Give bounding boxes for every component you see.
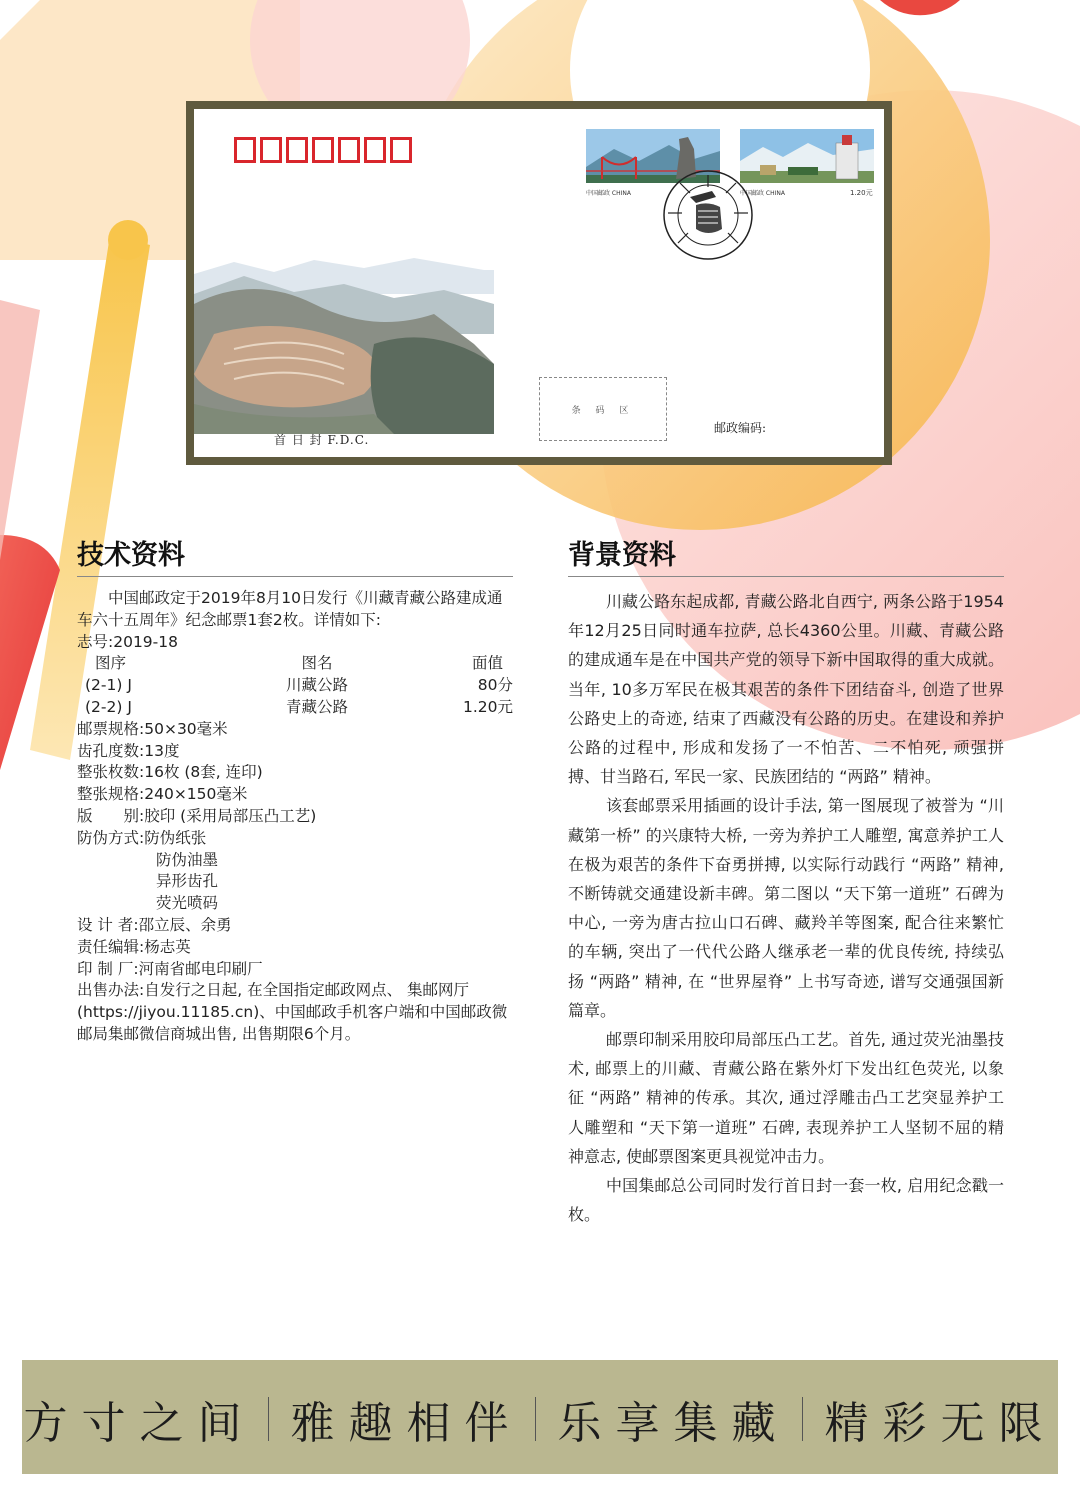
security-method: 异形齿孔 [156, 872, 219, 891]
slogan-divider [802, 1397, 803, 1441]
spec-value: 50×30毫米 [144, 719, 228, 738]
spec-key: 邮票规格: [77, 719, 145, 738]
tech-info-block [77, 588, 513, 1046]
spec-key: 防伪方式: [77, 828, 145, 847]
spec-value: 240×150毫米 [144, 785, 248, 804]
background-paragraph: 该套邮票采用插画的设计手法, 第一图展现了被誉为 “川藏第一桥” 的兴康特大桥, 一旁为养护工人雕塑, 寓意养护工人在极为艰苦的条件下奋勇拼搏, 以实际行动践行 “两路” 精神, 不断铸就交通建设新丰碑。第二图以 “天下第一道班” 石碑为中心, 一旁为唐古拉山口石碑、藏羚羊等图案, 配合往来繁忙的车辆, 突出了一代代公路人继承老一辈的优良传统, 持续弘扬 “两路” 精神, 在 “世界屋脊” 上书写奇迹, 谱写交通强国新篇章。 [568, 796, 1004, 1020]
security-method: 荧光喷码 [156, 894, 219, 913]
background-paragraph: 邮票印制采用胶印局部压凸工艺。首先, 通过荧光油墨技术, 邮票上的川藏、青藏公路在紫外灯下发出红色荧光, 以象征 “两路” 精神的传承。其次, 通过浮雕击凸工艺突显养护工人雕塑和 “天下第一道班” 石碑, 表现养护工人坚韧不屈的精神意志, 使邮票图案更具视觉冲击力。 [568, 1030, 1004, 1166]
header-value: 面值 [471, 654, 503, 673]
spec-value: 胶印 (采用局部压凸工艺) [144, 806, 317, 825]
tech-section-title: 技术资料 [77, 540, 185, 571]
spec-row [77, 762, 513, 784]
mountain-landscape-illustration [194, 254, 494, 434]
row-name: 川藏公路 [285, 676, 348, 695]
credit-key: 印 制 厂: [77, 959, 139, 978]
stamp2-caption: 中国邮政 CHINA [740, 190, 785, 197]
spec-value: 16枚 (8套, 连印) [144, 763, 263, 782]
zip-box [286, 137, 308, 163]
slogan-phrase: 方寸之间 [23, 1398, 256, 1449]
credit-value: 河南省邮电印刷厂 [138, 959, 263, 978]
stamp-road-station [738, 127, 876, 199]
credit-row [77, 915, 513, 937]
tech-title-divider [77, 576, 513, 577]
fdc-label: 首 日 封 F.D.C. [274, 433, 370, 447]
spec-row [77, 806, 513, 828]
stamp2-value: 1.20元 [850, 189, 873, 197]
background-paragraph: 中国集邮总公司同时发行首日封一套一枚, 启用纪念戳一枚。 [568, 1176, 1004, 1225]
table-row [77, 675, 513, 697]
credit-key: 设 计 者: [77, 915, 139, 934]
security-method: 防伪油墨 [156, 850, 219, 869]
credit-row [77, 937, 513, 959]
row-value: 80分 [477, 676, 513, 695]
barcode-area [539, 377, 667, 441]
stamp-table-header [77, 653, 513, 675]
credit-value: 杨志英 [144, 937, 191, 956]
zip-box [312, 137, 334, 163]
credit-value: 邵立辰、余勇 [138, 915, 232, 934]
slogan [22, 1364, 1058, 1474]
barcode-label: 条 码 区 [571, 405, 635, 416]
header-name: 图名 [301, 654, 333, 673]
spec-row [77, 784, 513, 806]
spec-value: 防伪纸张 [144, 828, 207, 847]
table-row [77, 697, 513, 719]
envelope-face [194, 109, 884, 457]
slogan-divider [535, 1397, 536, 1441]
zip-box [260, 137, 282, 163]
zip-box [390, 137, 412, 163]
spec-row [77, 719, 513, 741]
zip-code-boxes [234, 137, 412, 163]
spec-row [77, 828, 513, 850]
header-order: 图序 [95, 654, 127, 673]
slogan-divider [268, 1397, 269, 1441]
slogan-phrase: 乐享集藏 [557, 1398, 790, 1449]
background-text-block [568, 587, 1004, 1229]
tech-intro: 中国邮政定于2019年8月10日发行《川藏青藏公路建成通车六十五周年》纪念邮票1套2枚。详情如下: [77, 589, 503, 629]
slogan-phrase: 雅趣相伴 [290, 1398, 523, 1449]
sale-info: 出售办法:自发行之日起, 在全国指定邮政网点、 集邮网厅 (https://jiyou.11185.cn)、中国邮政手机客户端和中国邮政微邮局集邮微信商城出售, 出售期限6个月。 [77, 981, 508, 1043]
spec-value: 13度 [144, 741, 180, 760]
spec-key: 整张规格: [77, 785, 145, 804]
zip-box [364, 137, 386, 163]
row-value: 1.20元 [462, 697, 513, 716]
background-paragraph: 川藏公路东起成都, 青藏公路北自西宁, 两条公路于1954年12月25日同时通车拉萨, 总长4360公里。川藏、青藏公路的建成通车是在中国共产党的领导下新中国取得的重大成就。当年, 10多万军民在极其艰苦的条件下团结奋斗, 创造了世界公路史上的奇迹, 结束了西藏没有公路的历史。在建设和养护公路的过程中, 形成和发扬了一不怕苦、二不怕死, 顽强拼搏、甘当路石, 军民一家、民族团结的 “两路” 精神。 [568, 592, 1004, 787]
background-section-title: 背景资料 [568, 540, 676, 571]
first-day-cover [186, 101, 892, 465]
stamp1-caption: 中国邮政 CHINA [586, 190, 631, 197]
row-order: (2-1) J [85, 676, 132, 695]
zip-box [338, 137, 360, 163]
background-title-divider [568, 576, 1004, 577]
slogan-phrase: 精彩无限 [824, 1398, 1057, 1449]
row-name: 青藏公路 [285, 697, 348, 716]
spec-key: 齿孔度数: [77, 741, 145, 760]
zip-box [234, 137, 256, 163]
spec-key: 版 别: [77, 806, 145, 825]
postmark-fist-icon [660, 167, 756, 263]
spec-key: 整张枚数: [77, 763, 145, 782]
slogan-banner [22, 1364, 1058, 1474]
issue-number: 志号:2019-18 [77, 632, 178, 651]
postcode-label: 邮政编码: [714, 421, 767, 435]
credit-key: 责任编辑: [77, 937, 145, 956]
credit-row [77, 959, 513, 981]
row-order: (2-2) J [85, 697, 132, 716]
spec-row [77, 741, 513, 763]
